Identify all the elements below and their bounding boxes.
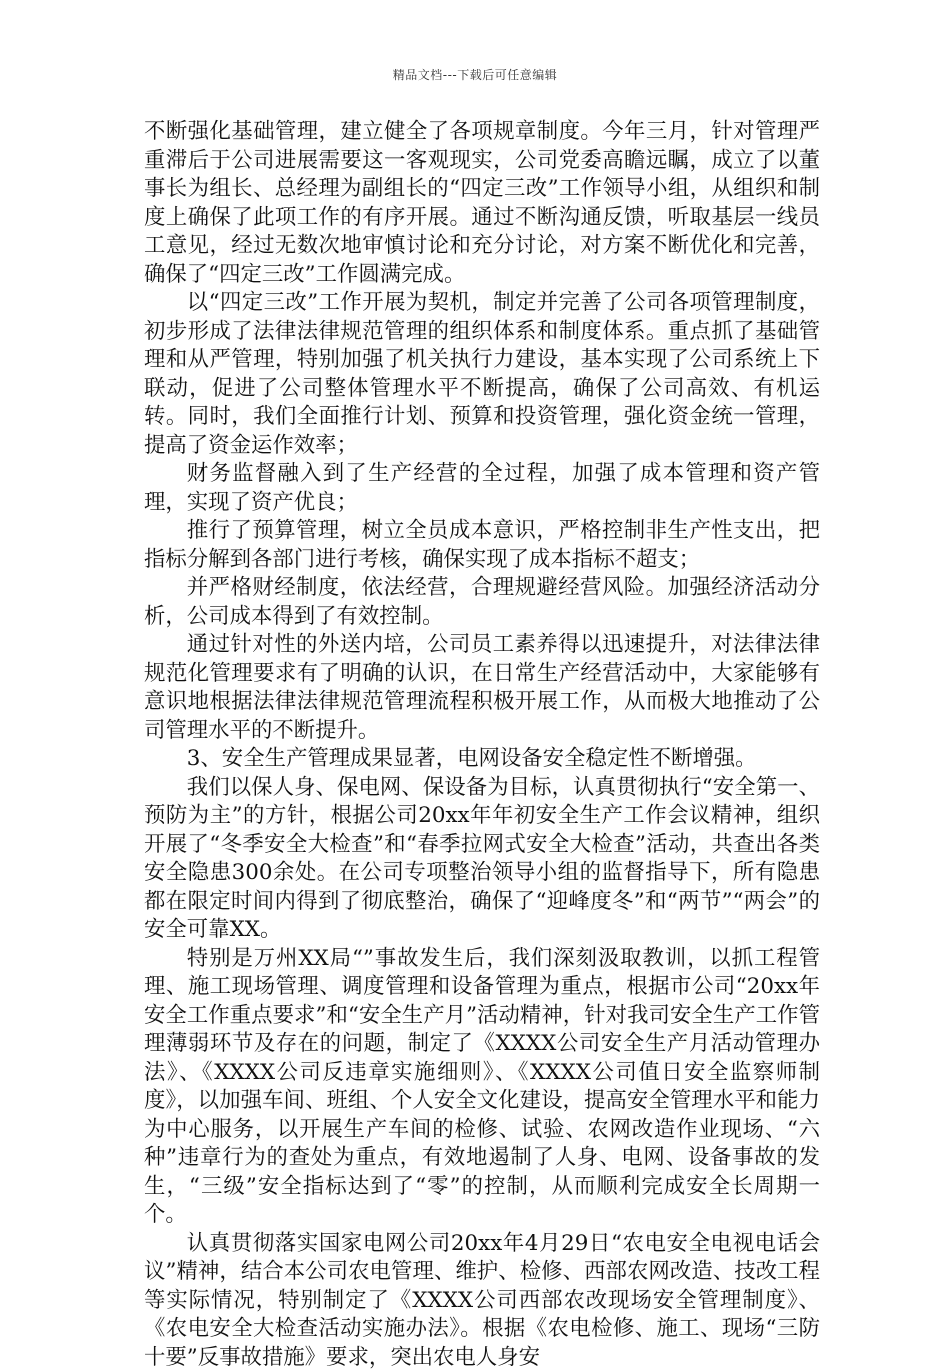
paragraph-8: 特别是万州XX局“”事故发生后，我们深刻汲取教训，以抓工程管理、施工现场管理、调度管理和设备管理为重点，根据市公司“20xx年安全工作重点要求”和“安全生产月”活动精神，针对我司安全生产工作管理薄弱环节及存在的问题，制定了《XXXX公司安全生产月活动管理办法》、《XXXX公司反违章实施细则》、《XXXX公司值日安全监察师制度》，以加强车间、班组、个人安全文化建设，提高安全管理水平和能力为中心服务，以开展生产车间的检修、试验、农网改造作业现场、“六种”违章行为的查处为重点，有效地遏制了人身、电网、设备事故的发生，“三级”安全指标达到了“零”的控制，从而顺利完成安全长周期一个。 [144,945,820,1230]
paragraph-5: 并严格财经制度，依法经营，合理规避经营风险。加强经济活动分析，公司成本得到了有效控制。 [144,574,820,631]
section-heading: 3、安全生产管理成果显著，电网设备安全稳定性不断增强。 [144,745,820,774]
paragraph-3: 财务监督融入到了生产经营的全过程，加强了成本管理和资产管理，实现了资产优良； [144,460,820,517]
paragraph-7: 我们以保人身、保电网、保设备为目标，认真贯彻执行“安全第一、预防为主”的方针，根据公司20xx年年初安全生产工作会议精神，组织开展了“冬季安全大检查”和“春季拉网式安全大检查”活动，共查出各类安全隐患300余处。在公司专项整治领导小组的监督指导下，所有隐患都在限定时间内得到了彻底整治，确保了“迎峰度冬”和“两节”“两会”的安全可靠XX。 [144,774,820,945]
paragraph-9: 认真贯彻落实国家电网公司20xx年4月29日“农电安全电视电话会议”精神，结合本公司农电管理、维护、检修、西部农网改造、技改工程等实际情况，特别制定了《XXXX公司西部农改现场安全管理制度》、《农电安全大检查活动实施办法》。根据《农电检修、施工、现场“三防十要”反事故措施》要求，突出农电人身安 [144,1230,820,1372]
paragraph-6: 通过针对性的外送内培，公司员工素养得以迅速提升，对法律法律规范化管理要求有了明确的认识，在日常生产经营活动中，大家能够有意识地根据法律法律规范管理流程积极开展工作，从而极大地推动了公司管理水平的不断提升。 [144,631,820,745]
document-body [144,118,820,1372]
paragraph-4: 推行了预算管理，树立全员成本意识，严格控制非生产性支出，把指标分解到各部门进行考核，确保实现了成本指标不超支； [144,517,820,574]
paragraph-1: 不断强化基础管理，建立健全了各项规章制度。今年三月，针对管理严重滞后于公司进展需要这一客观现实，公司党委高瞻远瞩，成立了以董事长为组长、总经理为副组长的“四定三改”工作领导小组，从组织和制度上确保了此项工作的有序开展。通过不断沟通反馈，听取基层一线员工意见，经过无数次地审慎讨论和充分讨论，对方案不断优化和完善，确保了“四定三改”工作圆满完成。 [144,118,820,289]
page-header: 精品文档---下载后可任意编辑 [0,66,950,83]
paragraph-2: 以“四定三改”工作开展为契机，制定并完善了公司各项管理制度，初步形成了法律法律规范管理的组织体系和制度体系。重点抓了基础管理和从严管理，特别加强了机关执行力建设，基本实现了公司系统上下联动，促进了公司整体管理水平不断提高，确保了公司高效、有机运转。同时，我们全面推行计划、预算和投资管理，强化资金统一管理，提高了资金运作效率； [144,289,820,460]
